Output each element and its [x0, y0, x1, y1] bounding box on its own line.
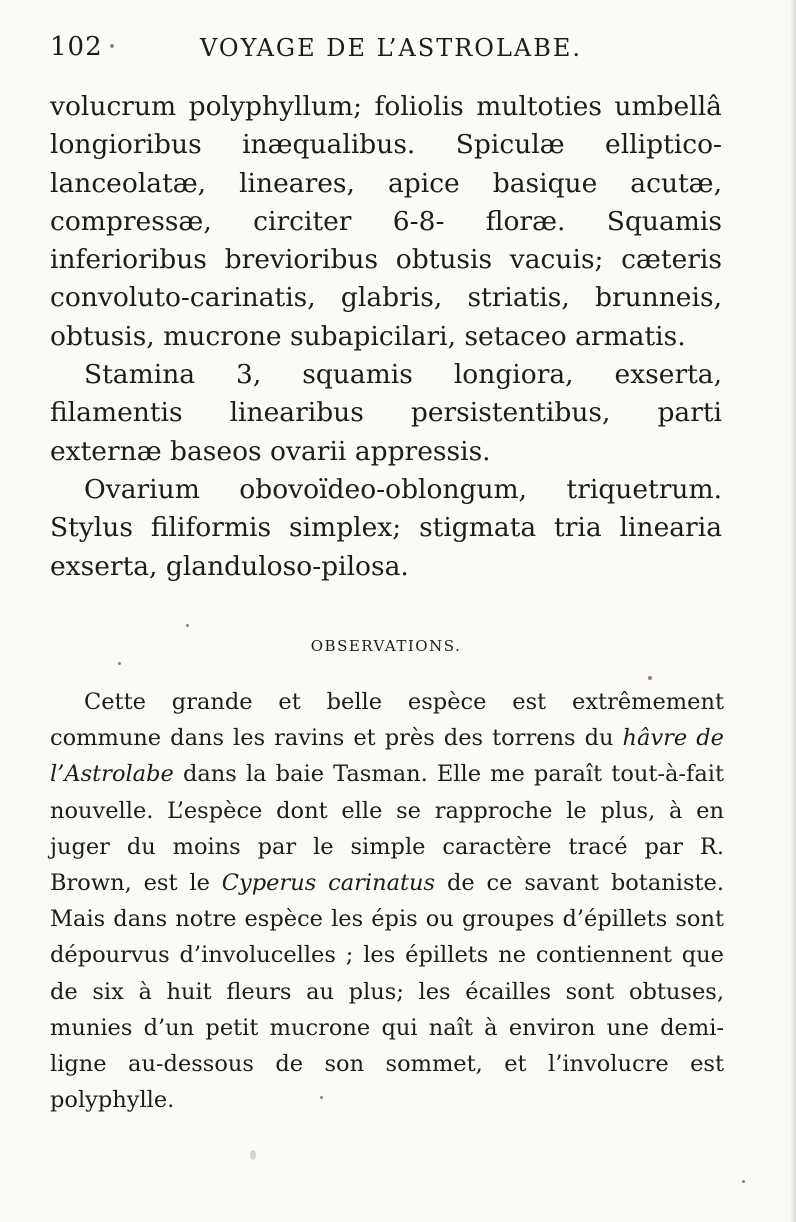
observations-heading: OBSERVATIONS. [310, 637, 462, 655]
running-title: VOYAGE DE L’ASTROLABE. [200, 34, 583, 62]
page-number: 102 [50, 32, 103, 62]
observations-text-1: Cette grande et belle espèce est extrêmement commune dans les ravins et près des torrens du [50, 689, 724, 752]
observations-italic-locality: hâvre de l’Astrolabe [50, 725, 724, 788]
description-paragraph-3: Ovarium obovoïdeo-oblongum, triquetrum. Stylus filiformis simplex; stigmata tria linearia exserta, glanduloso-pilosa. [50, 473, 722, 582]
paper-speck [186, 624, 189, 627]
species-description [50, 88, 722, 586]
description-paragraph-1: volucrum polyphyllum; foliolis multoties umbellâ longioribus inæqualibus. Spiculæ elliptico-lanceolatæ, lineares, apice basique acutæ, compressæ, circiter 6-8- floræ. Squamis inferioribus brevioribus obtusis vacuis; cæteris convoluto-carinatis, glabris, striatis, brunneis, obtusis, mucrone subapicilari, setaceo armatis. [50, 91, 722, 352]
page-edge-shadow [790, 0, 796, 1222]
running-head [50, 32, 740, 68]
paper-speck [250, 1150, 256, 1160]
paper-speck [320, 1096, 323, 1099]
observations-text-2: dans la baie Tasman. Elle me paraît tout-à-fait nouvelle. L’espèce dont elle se rapproche le plus, à en juger du moins par le simple caractère tracé par R. Brown, est le [50, 761, 724, 897]
description-paragraph-2: Stamina 3, squamis longiora, exserta, filamentis linearibus persistentibus, parti externæ baseos ovarii appressis. [50, 359, 722, 467]
paper-speck [110, 44, 114, 48]
observations-italic-species: Cyperus carinatus [221, 870, 436, 897]
observations-text-3: de ce savant botaniste. Mais dans notre espèce les épis ou groupes d’épillets sont dépourvus d’involucelles ; les épillets ne contiennent que de six à huit fleurs au plus; les écailles sont obtuses, munies d’un petit mucrone qui naît à environ une demi-ligne au-dessous de son sommet, et l’involucre est polyphylle. [50, 870, 724, 1114]
paper-speck [118, 662, 121, 665]
paper-speck [648, 676, 652, 680]
paper-speck [742, 1180, 745, 1183]
observations-paragraph [50, 684, 724, 1118]
